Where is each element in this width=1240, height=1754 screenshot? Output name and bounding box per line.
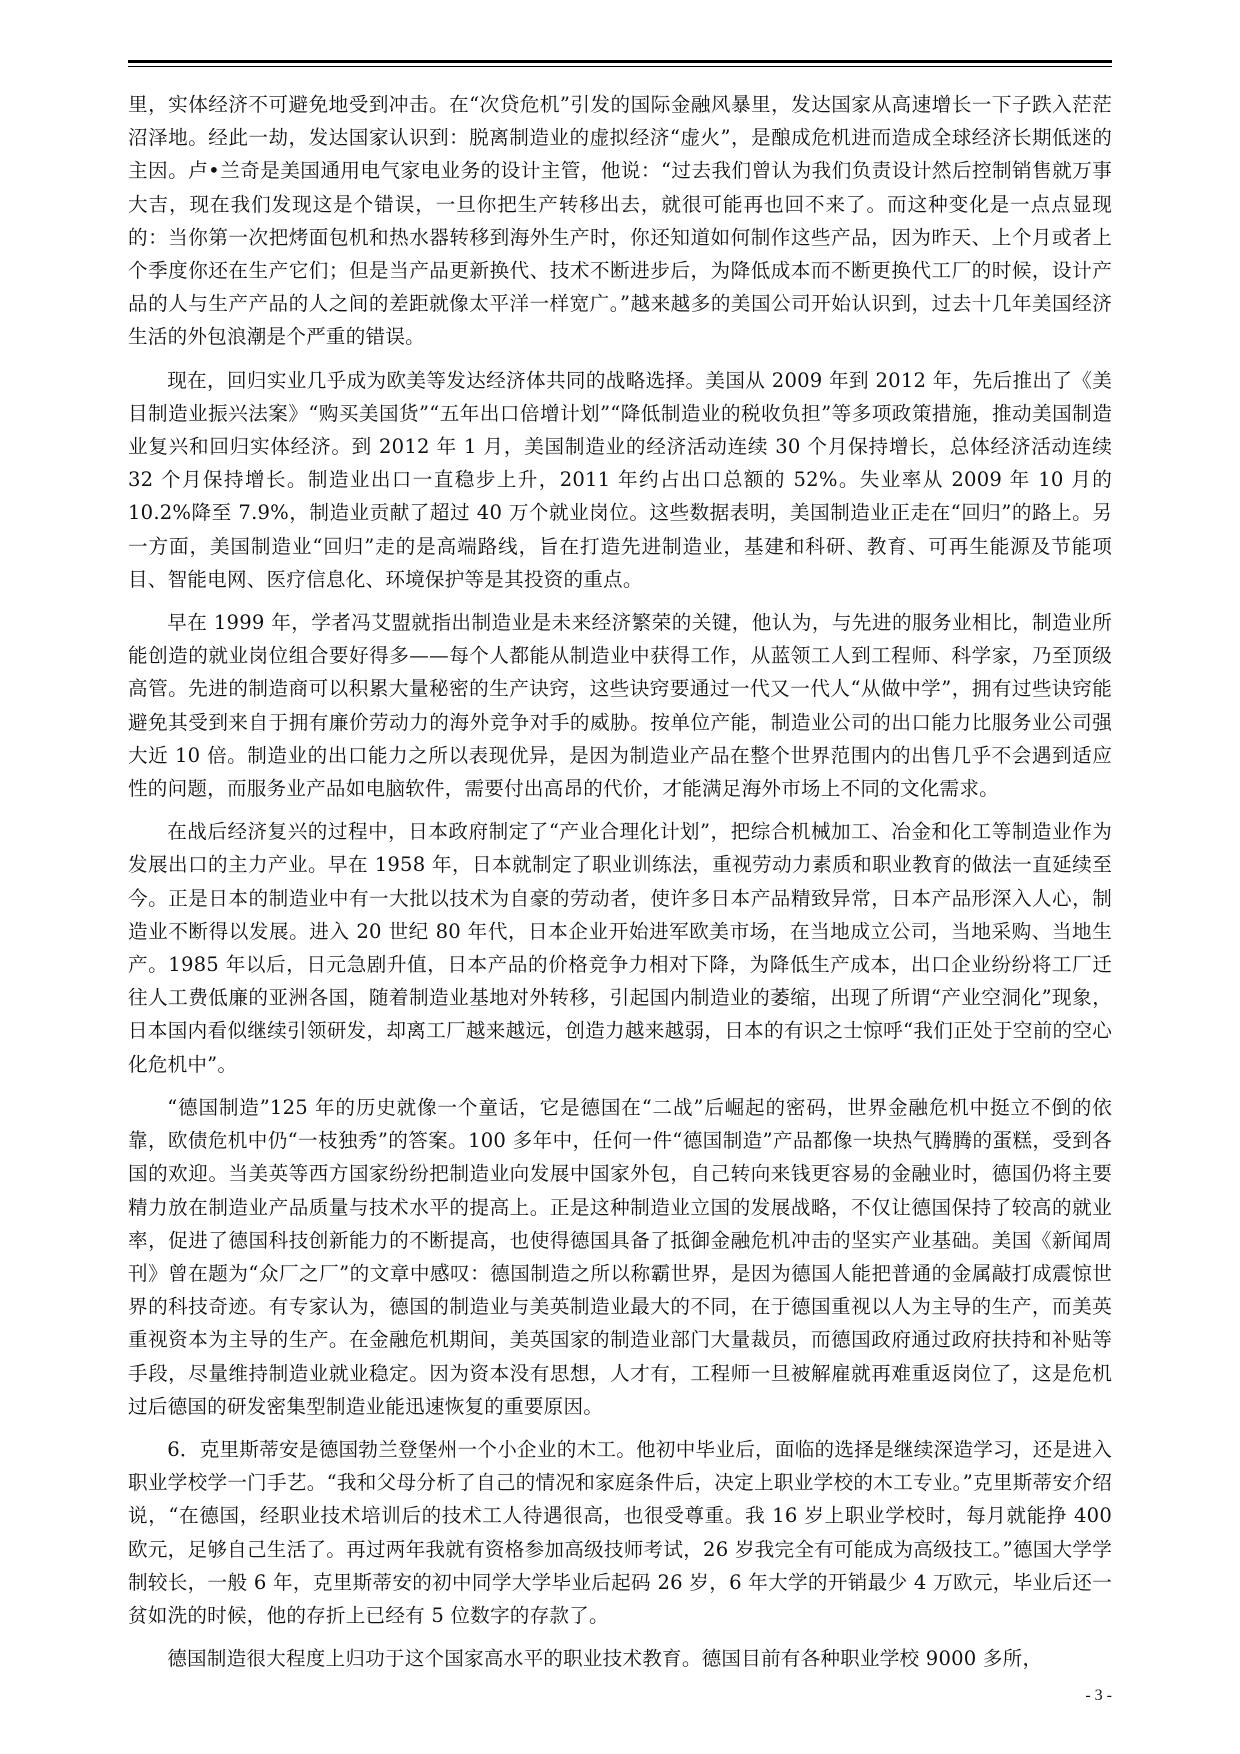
paragraph-japan: 在战后经济复兴的过程中，日本政府制定了“产业合理化计划”，把综合机械加工、冶金和化工等制造业作为发展出口的主力产业。早在 1958 年，日本就制定了职业训练法，重视劳动力素质和职业教育的做法一直延续至今。正是日本的制造业中有一大批以技术为自豪的劳动者，使许多日本产品精致异常，日本产品形深入人心，制造业不断得以发展。进入 20 世纪 80 年代，日本企业开始进军欧美市场，在当地成立公司，当地采购、当地生产。1985 年以后，日元急剧升值，日本产品的价格竞争力相对下降，为降低生产成本，出口企业纷纷将工厂迁往人工费低廉的亚洲各国，随着制造业基地对外转移，引起国内制造业的萎缩，出现了所谓“产业空洞化”现象，日本国内看似继续引领研发，却离工厂越来越远，创造力越来越弱，日本的有识之士惊呼“我们正处于空前的空心化危机中”。 (128, 820, 1112, 1076)
paragraph-christian-carpenter: 6．克里斯蒂安是德国勃兰登堡州一个小企业的木工。他初中毕业后，面临的选择是继续深造学习，还是进入职业学校学一门手艺。“我和父母分析了自己的情况和家庭条件后，决定上职业学校的木工专业。”克里斯蒂安介绍说，“在德国，经职业技术培训后的技术工人待遇很高，也很受尊重。我 16 岁上职业学校时，每月就能挣 400 欧元，足够自己生活了。再过两年我就有资格参加高级技师考试，26 岁我完全有可能成为高级技工。”德国大学学制较长，一般 6 年，克里斯蒂安的初中同学大学毕业后起码 26 岁，6 年大学的开销最少 4 万欧元，毕业后还一贫如洗的时候，他的存折上已经有 5 位数字的存款了。 (128, 1437, 1112, 1627)
paragraph-manufacturing-key: 早在 1999 年，学者冯艾盟就指出制造业是未来经济繁荣的关键，他认为，与先进的服务业相比，制造业所能创造的就业岗位组合要好得多——每个人都能从制造业中获得工作，从蓝领工人到工程师、科学家，乃至顶级高管。先进的制造商可以积累大量秘密的生产诀窍，这些诀窍要通过一代又一代人“从做中学”，拥有过些诀窍能避免其受到来自于拥有廉价劳动力的海外竞争对手的威胁。按单位产能，制造业公司的出口能力比服务业公司强大近 10 倍。制造业的出口能力之所以表现优异，是因为制造业产品在整个世界范围内的出售几乎不会遇到适应性的问题，而服务业产品如电脑软件，需要付出高昂的代价，才能满足海外市场上不同的文化需求。 (128, 611, 1112, 801)
page-number: - 3 - (1085, 1687, 1112, 1704)
paragraph-made-in-germany: “德国制造”125 年的历史就像一个童话，它是德国在“二战”后崛起的密码，世界金融危机中挺立不倒的依靠，欧债危机中仍“一枝独秀”的答案。100 多年中，任何一件“德国制造”产品都像一块热气腾腾的蛋糕，受到各国的欢迎。当美英等西方国家纷纷把制造业向发展中国家外包，自己转向来钱更容易的金融业时，德国仍将主要精力放在制造业产品质量与技术水平的提高上。正是这种制造业立国的发展战略，不仅让德国保持了较高的就业率，促进了德国科技创新能力的不断提高，也使得德国具备了抵御金融危机冲击的坚实产业基础。美国《新闻周刊》曾在题为“众厂之厂”的文章中感叹：德国制造之所以称霸世界，是因为德国人能把普通的金属敲打成震惊世界的科技奇迹。有专家认为，德国的制造业与美英制造业最大的不同，在于德国重视以人为主导的生产，而美英重视资本为主导的生产。在金融危机期间，美英国家的制造业部门大量裁员，而德国政府通过政府扶持和补贴等手段，尽量维持制造业就业稳定。因为资本没有思想，人才有，工程师一旦被解雇就再难重返岗位了，这是危机过后德国的研发密集型制造业能迅速恢复的重要原因。 (128, 1095, 1112, 1418)
paragraph-us-reindustrialization: 现在，回归实业几乎成为欧美等发达经济体共同的战略选择。美国从 2009 年到 2012 年，先后推出了《美目制造业振兴法案》“购买美国货”“五年出口倍增计划”“降低制造业的税收负担”等多项政策措施，推动美国制造业复兴和回归实体经济。到 2012 年 1 月，美国制造业的经济活动连续 30 个月保持增长，总体经济活动连续 32 个月保持增长。制造业出口一直稳步上升，2011 年约占出口总额的 52%。失业率从 2009 年 10 月的 10.2%降至 7.9%，制造业贡献了超过 40 万个就业岗位。这些数据表明，美国制造业正走在“回归”的路上。另一方面，美国制造业“回归”走的是高端路线，旨在打造先进制造业，基建和科研、教育、可再生能源及节能项目、智能电网、医疗信息化、环境保护等是其投资的重点。 (128, 368, 1112, 591)
header-rule-thin (128, 66, 1112, 67)
paragraph-continuation: 里，实体经济不可避免地受到冲击。在“次贷危机”引发的国际金融风暴里，发达国家从高速增长一下子跌入茫茫沼泽地。经此一劫，发达国家认识到：脱离制造业的虚拟经济“虚火”，是酿成危机进而造成全球经济长期低迷的主因。卢•兰奇是美国通用电气家电业务的设计主管，他说：“过去我们曾认为我们负责设计然后控制销售就万事大吉，现在我们发现这是个错误，一旦你把生产转移出去，就很可能再也回不来了。而这种变化是一点点显现的：当你第一次把烤面包机和热水器转移到海外生产时，你还知道如何制作这些产品，因为昨天、上个月或者上个季度你还在生产它们；但是当产品更新换代、技术不断进步后，为降低成本而不断更换代工厂的时候，设计产品的人与生产产品的人之间的差距就像太平洋一样宽广。”越来越多的美国公司开始认识到，过去十几年美国经济生活的外包浪潮是个严重的错误。 (128, 93, 1112, 349)
header-rule-thick (128, 60, 1112, 63)
document-body (128, 88, 1112, 1685)
paragraph-vocational-education: 德国制造很大程度上归功于这个国家高水平的职业技术教育。德国目前有各种职业学校 9000 多所， (167, 1647, 1043, 1671)
